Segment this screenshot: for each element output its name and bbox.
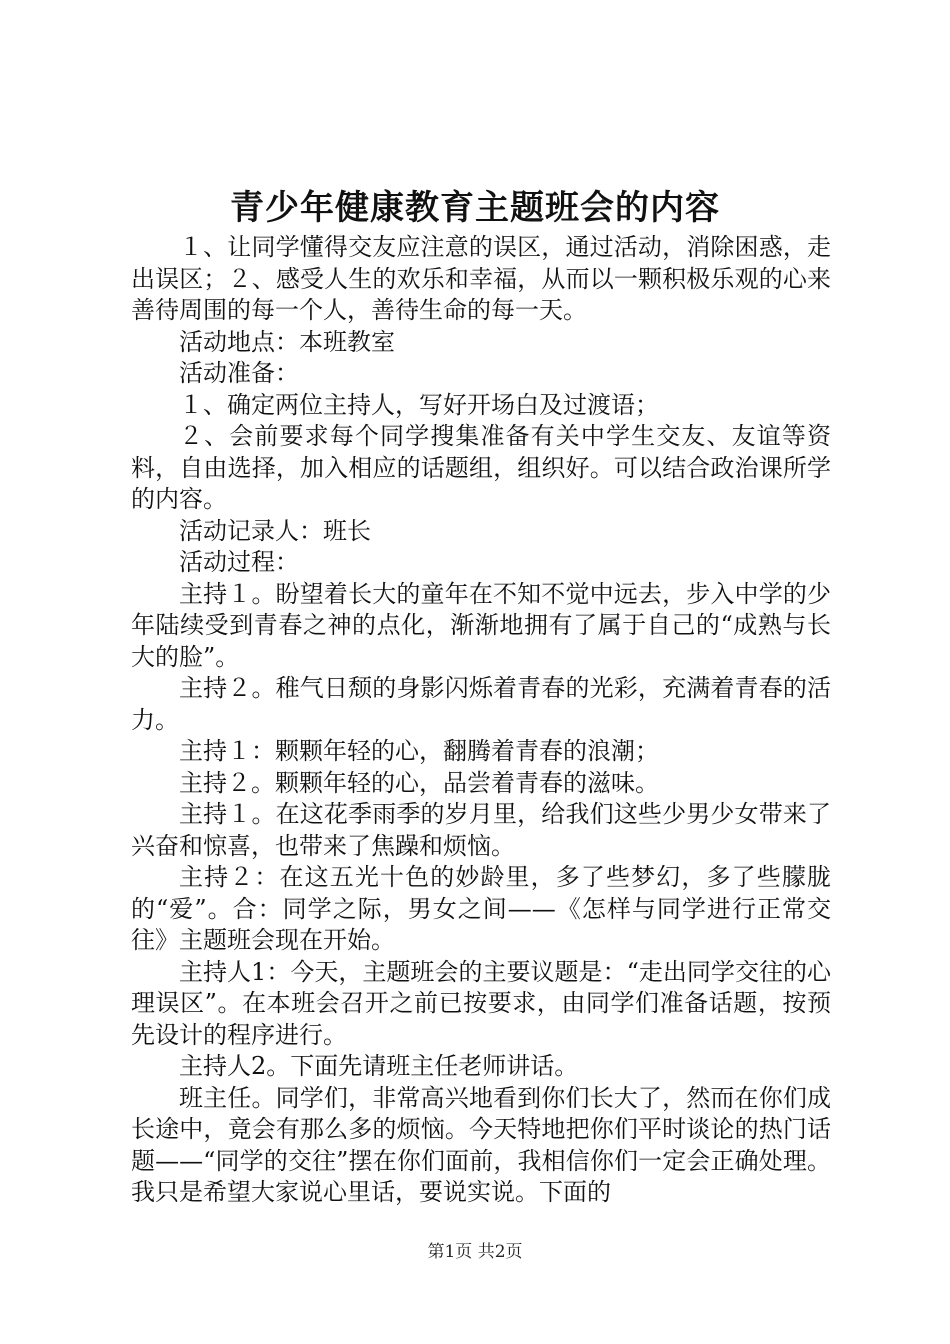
document-body bbox=[131, 232, 831, 1209]
paragraph: 主持２。稚气日颓的身影闪烁着青春的光彩，充满着青春的活力。 bbox=[131, 674, 831, 734]
paragraph: 活动记录人：班长 bbox=[179, 516, 371, 545]
paragraph: 活动准备： bbox=[179, 359, 299, 387]
paragraph: 主持２。颗颗年轻的心，品尝着青春的滋味。 bbox=[179, 768, 659, 797]
paragraph: 班主任。同学们，非常高兴地看到你们长大了，然而在你们成长途中，竟会有那么多的烦恼。今天特地把你们平时谈论的热门话题——“同学的交往”摆在你们面前，我相信你们一定会正确处理。我只是希望大家说心里话，要说实说。下面的 bbox=[131, 1083, 831, 1206]
paragraph: 主持人2。下面先请班主任老师讲话。 bbox=[179, 1052, 579, 1080]
paragraph: 主持１。盼望着长大的童年在不知不觉中远去，步入中学的少年陆续受到青春之神的点化，渐渐地拥有了属于自己的“成熟与长大的脸”。 bbox=[131, 579, 831, 671]
paragraph: １、让同学懂得交友应注意的误区，通过活动，消除困惑，走出误区；２、感受人生的欢乐和幸福，从而以一颗积极乐观的心来善待周围的每一个人，善待生命的每一天。 bbox=[131, 233, 831, 324]
paragraph: 主持人1：今天，主题班会的主要议题是：“走出同学交往的心理误区”。在本班会召开之前已按要求，由同学们准备话题，按预先设计的程序进行。 bbox=[131, 957, 831, 1049]
paragraph: 主持２：在这五光十色的妙龄里，多了些梦幻，多了些朦胧的“爱”。合：同学之际，男女之间——《怎样与同学进行正常交往》主题班会现在开始。 bbox=[131, 863, 831, 954]
paragraph: 主持１：颗颗年轻的心，翻腾着青春的浪潮； bbox=[179, 737, 659, 765]
paragraph: ２、会前要求每个同学搜集准备有关中学生交友、友谊等资料，自由选择，加入相应的话题组，组织好。可以结合政治课所学的内容。 bbox=[131, 422, 831, 513]
paragraph: 活动地点：本班教室 bbox=[179, 327, 395, 356]
paragraph: １、确定两位主持人，写好开场白及过渡语； bbox=[179, 390, 659, 419]
page-footer: 第1页 共2页 bbox=[427, 1242, 523, 1262]
paragraph: 主持１。在这花季雨季的岁月里，给我们这些少男少女带来了兴奋和惊喜，也带来了焦躁和烦恼。 bbox=[131, 800, 831, 860]
paragraph: 活动过程： bbox=[179, 548, 299, 576]
document-title: 青少年健康教育主题班会的内容 bbox=[230, 188, 720, 228]
